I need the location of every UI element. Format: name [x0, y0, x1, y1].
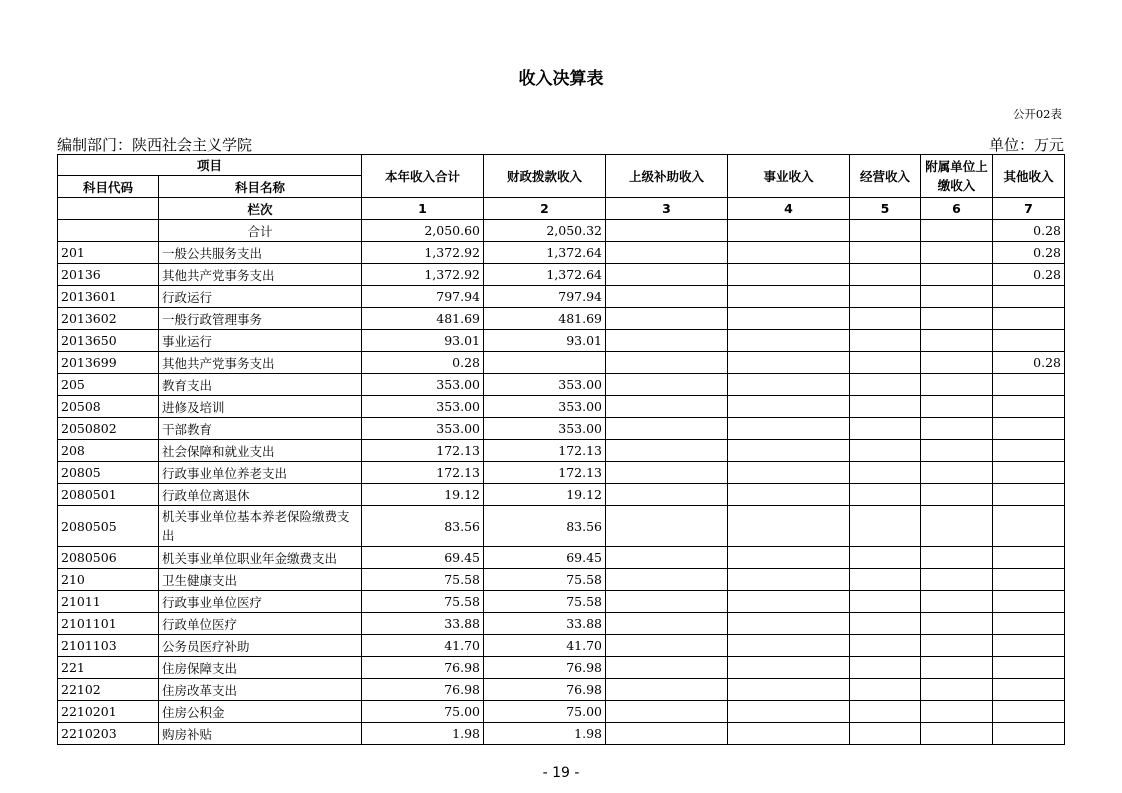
cell-operating [850, 613, 921, 635]
cell-name: 机关事业单位基本养老保险缴费支出 [159, 506, 362, 547]
cell-total: 69.45 [362, 547, 484, 569]
cell-affiliated [921, 220, 993, 242]
cell-name: 社会保障和就业支出 [159, 440, 362, 462]
cell-business [728, 591, 850, 613]
cell-fiscal: 33.88 [484, 613, 606, 635]
cell-total: 33.88 [362, 613, 484, 635]
table-row [58, 506, 1065, 547]
cell-other [993, 569, 1065, 591]
cell-name: 其他共产党事务支出 [159, 352, 362, 374]
cell-fiscal: 75.58 [484, 569, 606, 591]
cell-affiliated [921, 352, 993, 374]
cell-name: 进修及培训 [159, 396, 362, 418]
cell-business [728, 330, 850, 352]
income-table [57, 154, 1065, 745]
cell-business [728, 462, 850, 484]
cell-superior [606, 591, 728, 613]
cell-business [728, 396, 850, 418]
table-row [58, 723, 1065, 745]
table-row [58, 462, 1065, 484]
cell-operating [850, 418, 921, 440]
table-row [58, 352, 1065, 374]
cell-fiscal: 353.00 [484, 396, 606, 418]
cell-other: 0.28 [993, 264, 1065, 286]
cell-name: 行政单位医疗 [159, 613, 362, 635]
cell-business [728, 506, 850, 547]
cell-code: 21011 [58, 591, 159, 613]
cell-operating [850, 242, 921, 264]
header-total-income: 本年收入合计 [362, 155, 484, 198]
cell-fiscal [484, 352, 606, 374]
cell-code: 2080506 [58, 547, 159, 569]
cell-affiliated [921, 308, 993, 330]
cell-total: 19.12 [362, 484, 484, 506]
cell-other [993, 308, 1065, 330]
cell-name: 行政事业单位医疗 [159, 591, 362, 613]
cell-code: 2101101 [58, 613, 159, 635]
cell-fiscal: 353.00 [484, 374, 606, 396]
cell-business [728, 657, 850, 679]
table-row [58, 440, 1065, 462]
cell-name: 住房公积金 [159, 701, 362, 723]
cell-operating [850, 635, 921, 657]
cell-business [728, 440, 850, 462]
header-fiscal: 财政拨款收入 [484, 155, 606, 198]
cell-other [993, 723, 1065, 745]
header-operating: 经营收入 [850, 155, 921, 198]
cell-name: 事业运行 [159, 330, 362, 352]
col-num: 6 [921, 198, 993, 220]
cell-business [728, 635, 850, 657]
cell-affiliated [921, 242, 993, 264]
cell-other [993, 613, 1065, 635]
cell-code: 2210201 [58, 701, 159, 723]
cell-operating [850, 591, 921, 613]
cell-operating [850, 462, 921, 484]
cell-total: 0.28 [362, 352, 484, 374]
cell-total: 41.70 [362, 635, 484, 657]
cell-total: 2,050.60 [362, 220, 484, 242]
cell-superior [606, 286, 728, 308]
cell-name: 购房补贴 [159, 723, 362, 745]
cell-affiliated [921, 613, 993, 635]
cell-code: 2013650 [58, 330, 159, 352]
cell-code: 2013601 [58, 286, 159, 308]
cell-fiscal: 76.98 [484, 657, 606, 679]
cell-total: 797.94 [362, 286, 484, 308]
table-row [58, 396, 1065, 418]
cell-name: 卫生健康支出 [159, 569, 362, 591]
cell-operating [850, 679, 921, 701]
cell-business [728, 308, 850, 330]
cell-fiscal: 19.12 [484, 484, 606, 506]
cell-code: 2080501 [58, 484, 159, 506]
cell-superior [606, 330, 728, 352]
cell-affiliated [921, 484, 993, 506]
cell-other [993, 657, 1065, 679]
table-row [58, 547, 1065, 569]
cell-fiscal: 93.01 [484, 330, 606, 352]
cell-fiscal: 76.98 [484, 679, 606, 701]
cell-total: 93.01 [362, 330, 484, 352]
cell-affiliated [921, 679, 993, 701]
table-row [58, 679, 1065, 701]
cell-code: 221 [58, 657, 159, 679]
cell-superior [606, 396, 728, 418]
cell-other [993, 484, 1065, 506]
page-title: 收入决算表 [518, 69, 604, 89]
cell-other [993, 374, 1065, 396]
header-other: 其他收入 [993, 155, 1065, 198]
cell-total: 353.00 [362, 396, 484, 418]
cell-superior [606, 484, 728, 506]
cell-affiliated [921, 440, 993, 462]
cell-total: 76.98 [362, 657, 484, 679]
col-num: 7 [993, 198, 1065, 220]
cell-affiliated [921, 569, 993, 591]
cell-operating [850, 484, 921, 506]
header-project: 项目 [58, 155, 362, 176]
cell-affiliated [921, 657, 993, 679]
cell-business [728, 286, 850, 308]
cell-superior [606, 220, 728, 242]
cell-superior [606, 418, 728, 440]
cell-code: 20805 [58, 462, 159, 484]
cell-name: 其他共产党事务支出 [159, 264, 362, 286]
cell-fiscal: 481.69 [484, 308, 606, 330]
cell-operating [850, 264, 921, 286]
cell-operating [850, 723, 921, 745]
cell-affiliated [921, 547, 993, 569]
cell-business [728, 352, 850, 374]
cell-name: 干部教育 [159, 418, 362, 440]
cell-total: 75.00 [362, 701, 484, 723]
cell-superior [606, 657, 728, 679]
header-business: 事业收入 [728, 155, 850, 198]
cell-superior [606, 308, 728, 330]
cell-affiliated [921, 330, 993, 352]
cell-affiliated [921, 506, 993, 547]
cell-total: 76.98 [362, 679, 484, 701]
cell-name: 行政事业单位养老支出 [159, 462, 362, 484]
cell-business [728, 484, 850, 506]
cell-total: 1,372.92 [362, 242, 484, 264]
cell-operating [850, 286, 921, 308]
cell-fiscal: 797.94 [484, 286, 606, 308]
cell-other [993, 679, 1065, 701]
table-row [58, 701, 1065, 723]
cell-operating [850, 569, 921, 591]
cell-other [993, 462, 1065, 484]
cell-other: 0.28 [993, 352, 1065, 374]
cell-superior [606, 506, 728, 547]
cell-fiscal: 1,372.64 [484, 242, 606, 264]
col-num: 1 [362, 198, 484, 220]
cell-code: 2080505 [58, 506, 159, 547]
header-affiliated: 附属单位上缴收入 [921, 155, 993, 198]
cell-operating [850, 440, 921, 462]
cell-other: 0.28 [993, 220, 1065, 242]
cell-affiliated [921, 701, 993, 723]
col-num: 4 [728, 198, 850, 220]
cell-code: 2013699 [58, 352, 159, 374]
cell-superior [606, 264, 728, 286]
cell-business [728, 264, 850, 286]
cell-total: 172.13 [362, 440, 484, 462]
cell-operating [850, 547, 921, 569]
cell-name: 行政单位离退休 [159, 484, 362, 506]
cell-code [58, 220, 159, 242]
cell-other [993, 440, 1065, 462]
cell-superior [606, 462, 728, 484]
cell-business [728, 679, 850, 701]
cell-total: 172.13 [362, 462, 484, 484]
cell-other [993, 396, 1065, 418]
cell-affiliated [921, 374, 993, 396]
cell-name: 合计 [159, 220, 362, 242]
table-row [58, 613, 1065, 635]
cell-superior [606, 635, 728, 657]
table-row [58, 330, 1065, 352]
table-row [58, 264, 1065, 286]
cell-superior [606, 440, 728, 462]
cell-business [728, 613, 850, 635]
cell-name: 机关事业单位职业年金缴费支出 [159, 547, 362, 569]
cell-fiscal: 41.70 [484, 635, 606, 657]
cell-business [728, 374, 850, 396]
cell-operating [850, 308, 921, 330]
cell-superior [606, 547, 728, 569]
cell-operating [850, 330, 921, 352]
cell-name: 住房保障支出 [159, 657, 362, 679]
cell-superior [606, 569, 728, 591]
cell-name: 教育支出 [159, 374, 362, 396]
cell-superior [606, 679, 728, 701]
cell-operating [850, 220, 921, 242]
cell-total: 75.58 [362, 591, 484, 613]
cell-total: 481.69 [362, 308, 484, 330]
cell-total: 353.00 [362, 374, 484, 396]
header-name: 科目名称 [159, 176, 362, 198]
col-num: 5 [850, 198, 921, 220]
cell-business [728, 547, 850, 569]
col-num: 3 [606, 198, 728, 220]
table-row [58, 418, 1065, 440]
cell-business [728, 418, 850, 440]
table-row [58, 484, 1065, 506]
cell-affiliated [921, 418, 993, 440]
cell-operating [850, 374, 921, 396]
cell-business [728, 242, 850, 264]
cell-other [993, 330, 1065, 352]
cell-other [993, 547, 1065, 569]
cell-code: 208 [58, 440, 159, 462]
table-row [58, 635, 1065, 657]
table-row [58, 591, 1065, 613]
cell-affiliated [921, 286, 993, 308]
cell-fiscal: 353.00 [484, 418, 606, 440]
cell-affiliated [921, 591, 993, 613]
cell-name: 一般公共服务支出 [159, 242, 362, 264]
cell-name: 行政运行 [159, 286, 362, 308]
cell-affiliated [921, 264, 993, 286]
cell-code: 201 [58, 242, 159, 264]
cell-code: 210 [58, 569, 159, 591]
header-col-index: 栏次 [159, 198, 362, 220]
table-row [58, 220, 1065, 242]
cell-other [993, 418, 1065, 440]
cell-name: 住房改革支出 [159, 679, 362, 701]
cell-fiscal: 1,372.64 [484, 264, 606, 286]
cell-code: 205 [58, 374, 159, 396]
table-row [58, 374, 1065, 396]
cell-code: 2101103 [58, 635, 159, 657]
cell-business [728, 701, 850, 723]
cell-other [993, 635, 1065, 657]
cell-code: 22102 [58, 679, 159, 701]
cell-fiscal: 1.98 [484, 723, 606, 745]
cell-superior [606, 352, 728, 374]
cell-fiscal: 172.13 [484, 462, 606, 484]
cell-total: 83.56 [362, 506, 484, 547]
table-row [58, 657, 1065, 679]
cell-fiscal: 69.45 [484, 547, 606, 569]
cell-other [993, 286, 1065, 308]
table-row [58, 569, 1065, 591]
cell-superior [606, 374, 728, 396]
cell-affiliated [921, 396, 993, 418]
department-label: 编制部门：陕西社会主义学院 [57, 136, 253, 154]
cell-affiliated [921, 462, 993, 484]
header-superior: 上级补助收入 [606, 155, 728, 198]
cell-operating [850, 506, 921, 547]
cell-fiscal: 75.00 [484, 701, 606, 723]
cell-fiscal: 2,050.32 [484, 220, 606, 242]
cell-business [728, 220, 850, 242]
cell-fiscal: 75.58 [484, 591, 606, 613]
page-number: - 19 - [542, 765, 580, 781]
cell-operating [850, 352, 921, 374]
table-row [58, 242, 1065, 264]
cell-affiliated [921, 723, 993, 745]
cell-operating [850, 396, 921, 418]
cell-total: 1,372.92 [362, 264, 484, 286]
cell-other [993, 701, 1065, 723]
cell-fiscal: 172.13 [484, 440, 606, 462]
cell-superior [606, 701, 728, 723]
form-code: 公开02表 [1012, 107, 1062, 121]
cell-code: 20508 [58, 396, 159, 418]
cell-code: 2050802 [58, 418, 159, 440]
cell-fiscal: 83.56 [484, 506, 606, 547]
cell-other: 0.28 [993, 242, 1065, 264]
cell-code: 20136 [58, 264, 159, 286]
cell-superior [606, 723, 728, 745]
cell-total: 1.98 [362, 723, 484, 745]
cell-code: 2013602 [58, 308, 159, 330]
cell-business [728, 723, 850, 745]
cell-other [993, 591, 1065, 613]
cell-code: 2210203 [58, 723, 159, 745]
unit-label: 单位：万元 [988, 136, 1064, 154]
cell-total: 75.58 [362, 569, 484, 591]
cell-business [728, 569, 850, 591]
cell-name: 一般行政管理事务 [159, 308, 362, 330]
header-code: 科目代码 [58, 176, 159, 198]
cell-total: 353.00 [362, 418, 484, 440]
cell-superior [606, 242, 728, 264]
cell-superior [606, 613, 728, 635]
cell-operating [850, 701, 921, 723]
cell-operating [850, 657, 921, 679]
cell-affiliated [921, 635, 993, 657]
table-row [58, 286, 1065, 308]
table-row [58, 308, 1065, 330]
col-num: 2 [484, 198, 606, 220]
cell-name: 公务员医疗补助 [159, 635, 362, 657]
cell-other [993, 506, 1065, 547]
